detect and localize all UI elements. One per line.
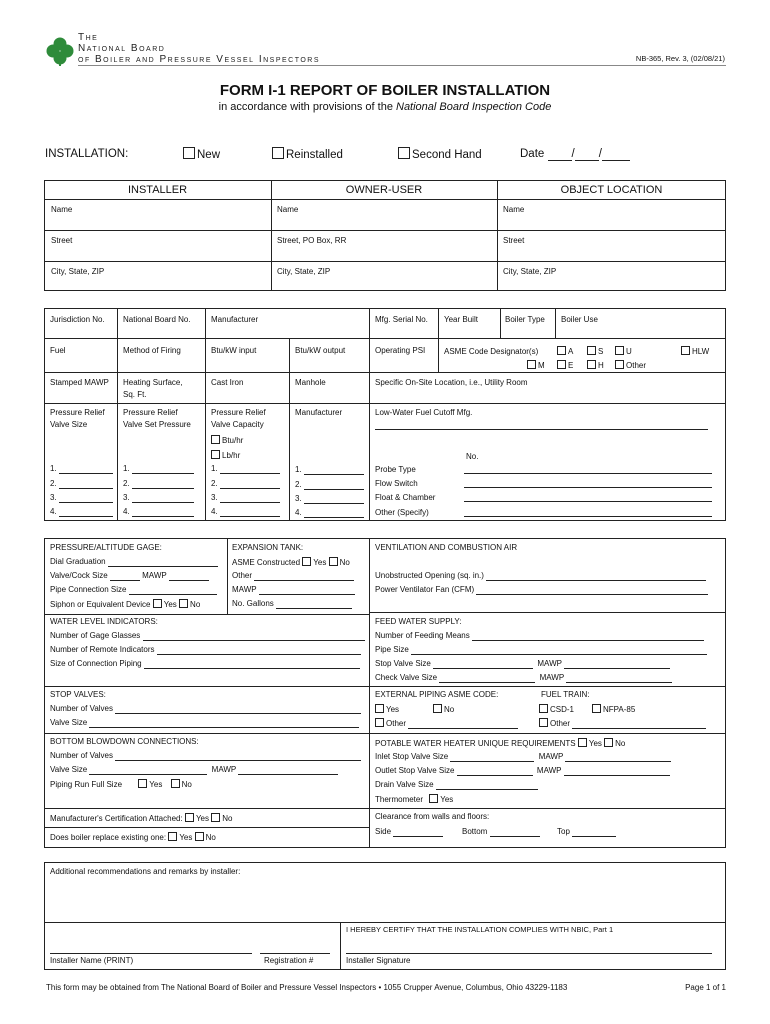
relief-set-line-3[interactable]: [123, 493, 194, 503]
year-built[interactable]: Year Built: [444, 315, 478, 324]
potable-yes-box[interactable]: [578, 738, 587, 747]
inlet-mawp: MAWP: [538, 752, 564, 761]
exp-mawp-label: MAWP: [232, 585, 257, 594]
date-slash-1: /: [571, 148, 575, 160]
asme-no-box[interactable]: [329, 557, 338, 566]
installer-header: INSTALLER: [127, 184, 188, 196]
relief-set-line-2[interactable]: [123, 479, 194, 489]
pipe-connection-size[interactable]: [50, 585, 217, 595]
fuel[interactable]: Fuel: [50, 346, 66, 355]
dial-graduation[interactable]: [50, 557, 218, 567]
bottom-label: Bottom: [462, 827, 488, 836]
gage-glasses-label: Number of Gage Glasses: [50, 631, 141, 640]
exp-other-label: Other: [232, 571, 253, 580]
water-level-heading: WATER LEVEL INDICATORS:: [50, 617, 158, 626]
installer-street[interactable]: Street: [51, 236, 73, 245]
clearance-bottom[interactable]: [462, 827, 540, 837]
num-4: 4.: [50, 507, 57, 516]
asme-no: No: [339, 558, 350, 567]
piping-no: No: [181, 780, 192, 789]
siphon-yes: Yes: [163, 600, 177, 609]
relief-size-line-1[interactable]: [50, 464, 113, 474]
lb-hr-label: Lb/hr: [222, 451, 241, 460]
clover-logo-icon: [46, 36, 74, 66]
remote-indicators[interactable]: [50, 645, 361, 655]
date-field[interactable]: [520, 147, 630, 161]
replace-yes-box[interactable]: [168, 832, 177, 841]
valve-cock-label: Valve/Cock Size: [50, 571, 108, 580]
piping-yes-box[interactable]: [138, 779, 147, 788]
potable-heading: [375, 738, 625, 749]
heating-surface-1[interactable]: Heating Surface,: [123, 378, 183, 387]
drain-label: Drain Valve Size: [375, 780, 434, 789]
fuel-train-heading: FUEL TRAIN:: [541, 690, 590, 699]
feed-stop-valve[interactable]: [375, 659, 670, 669]
thermo-label: Thermometer: [375, 795, 424, 804]
num-3: 3.: [211, 493, 218, 502]
bd-number-label: Number of Valves: [50, 751, 113, 760]
jurisdiction-no[interactable]: Jurisdiction No.: [50, 315, 105, 324]
top-label: Top: [557, 827, 570, 836]
valve-cock-size[interactable]: [50, 571, 209, 581]
relief-size-2: Valve Size: [50, 420, 88, 429]
replace-no: No: [205, 833, 216, 842]
designator-hlw[interactable]: [681, 346, 709, 357]
feed-check-mawp: MAWP: [539, 673, 565, 682]
num-3: 3.: [295, 494, 302, 503]
conn-piping-label: Size of Connection Piping: [50, 659, 142, 668]
designator-other[interactable]: [615, 360, 646, 371]
location-header: OBJECT LOCATION: [560, 184, 663, 196]
org-divider: [78, 65, 726, 66]
owner-street[interactable]: Street, PO Box, RR: [277, 236, 347, 245]
ext-piping-yes[interactable]: [375, 704, 399, 715]
piping-run-label: Piping Run Full Size: [50, 780, 123, 789]
relief-cap-2: Valve Capacity: [211, 420, 264, 429]
ext-no-label: No: [444, 705, 455, 714]
fuel-train-csd1[interactable]: [539, 704, 574, 715]
inlet-stop-valve[interactable]: [375, 752, 671, 762]
expansion-mawp[interactable]: [232, 585, 355, 595]
date-label: Date: [520, 148, 545, 160]
asme-yes: Yes: [313, 558, 327, 567]
form-number: NB-365, Rev. 3, (02/08/21): [635, 54, 725, 63]
fuel-train-nfpa[interactable]: [592, 704, 635, 715]
power-ventilator-fan[interactable]: [375, 585, 708, 595]
boiler-type[interactable]: Boiler Type: [505, 315, 545, 324]
btu-input[interactable]: Btu/kW input: [211, 346, 257, 355]
num-4: 4.: [123, 507, 130, 516]
designator-other-label: Other: [626, 361, 647, 370]
installer-name[interactable]: Name: [51, 205, 73, 214]
cert-label: Manufacturer's Certification Attached:: [50, 814, 183, 823]
lwfco-no: No.: [466, 452, 479, 461]
designator-h[interactable]: [587, 360, 604, 371]
code-designator-label: ASME Code Designator(s): [444, 347, 539, 356]
parties-table: [44, 180, 726, 291]
num-2: 2.: [50, 479, 57, 488]
designator-u[interactable]: [615, 346, 632, 357]
asme-label: ASME Constructed: [232, 558, 301, 567]
replace-label: Does boiler replace existing one:: [50, 833, 167, 842]
asme-yes-box[interactable]: [302, 557, 311, 566]
designator-u-label: U: [626, 347, 632, 356]
designator-hlw-label: HLW: [692, 347, 710, 356]
feed-stop-label: Stop Valve Size: [375, 659, 431, 668]
installer-signature[interactable]: Installer Signature: [346, 956, 411, 965]
unobstructed-opening[interactable]: [375, 571, 706, 581]
btu-hr-label: Btu/hr: [222, 436, 244, 445]
installer-city[interactable]: City, State, ZIP: [51, 267, 105, 276]
pipe-conn-label: Pipe Connection Size: [50, 585, 127, 594]
gage-mawp-label: MAWP: [142, 571, 167, 580]
piping-no-box[interactable]: [171, 779, 180, 788]
org-line3: of Boiler and Pressure Vessel Inspectors: [78, 54, 321, 65]
siphon-device: [50, 599, 200, 610]
relief-mfr-line-4[interactable]: [295, 508, 364, 518]
relief-size-line-2[interactable]: [50, 479, 113, 489]
relief-size-line-3[interactable]: [50, 493, 113, 503]
relief-cap-line-1[interactable]: [211, 464, 280, 474]
ft-other-label: Other: [550, 719, 571, 728]
blowdown-size[interactable]: [50, 765, 338, 775]
owner-header: OWNER-USER: [345, 184, 423, 196]
csd1-label: CSD-1: [550, 705, 575, 714]
designator-a-label: A: [568, 347, 574, 356]
relief-mfr-line-2[interactable]: [295, 480, 364, 490]
num-3: 3.: [123, 493, 130, 502]
relief-set-1: Pressure Relief: [123, 408, 178, 417]
form-title: FORM I-1 REPORT OF BOILER INSTALLATION: [219, 82, 551, 99]
ext-piping-no[interactable]: [433, 704, 454, 715]
specific-location[interactable]: Specific On-Site Location, i.e., Utility Room: [375, 378, 528, 387]
designator-h-label: H: [598, 361, 604, 370]
blowdown-number[interactable]: [50, 751, 361, 761]
num-4: 4.: [211, 507, 218, 516]
num-1: 1.: [50, 464, 57, 473]
lb-hr-checkbox[interactable]: [211, 450, 240, 461]
piping-run-full-size: [50, 779, 192, 790]
new-label: New: [197, 149, 221, 161]
means-label: Number of Feeding Means: [375, 631, 470, 640]
nfpa-label: NFPA-85: [603, 705, 636, 714]
footer-text: This form may be obtained from The National Board of Boiler and Pressure Vessel Inspectors • 1055 Crupper Avenue, Columbus, Ohio 43229-1183: [46, 983, 568, 992]
method-of-firing[interactable]: Method of Firing: [123, 346, 181, 355]
relief-mfr-line-3[interactable]: [295, 494, 364, 504]
logo: [46, 36, 74, 66]
remote-label: Number of Remote Indicators: [50, 645, 155, 654]
feed-pipe-label: Pipe Size: [375, 645, 409, 654]
relief-set-line-1[interactable]: [123, 464, 194, 474]
side-label: Side: [375, 827, 392, 836]
mfr-cert-attached: [50, 813, 232, 824]
installer-name-print[interactable]: Installer Name (PRINT): [50, 956, 134, 965]
blowdown-heading: BOTTOM BLOWDOWN CONNECTIONS:: [50, 737, 199, 746]
feed-heading: FEED WATER SUPPLY:: [375, 617, 462, 626]
ext-yes-label: Yes: [386, 705, 400, 714]
second-hand-checkbox[interactable]: [398, 147, 482, 162]
relief-cap-line-4[interactable]: [211, 507, 280, 517]
relief-cap-1: Pressure Relief: [211, 408, 266, 417]
relief-set-line-4[interactable]: [123, 507, 194, 517]
dial-label: Dial Graduation: [50, 557, 106, 566]
new-checkbox[interactable]: [183, 147, 220, 162]
installation-label: INSTALLATION:: [45, 148, 129, 160]
connection-piping[interactable]: [50, 659, 360, 669]
registration-number[interactable]: Registration #: [264, 956, 314, 965]
num-3: 3.: [50, 493, 57, 502]
siphon-label: Siphon or Equivalent Device: [50, 600, 151, 609]
sv-size-label: Valve Size: [50, 718, 88, 727]
gage-heading: PRESSURE/ALTITUDE GAGE:: [50, 543, 162, 552]
org-line2: National Board: [78, 43, 166, 54]
location-street[interactable]: Street: [503, 236, 525, 245]
operating-psi[interactable]: Operating PSI: [375, 346, 426, 355]
piping-yes: Yes: [149, 780, 163, 789]
outlet-label: Outlet Stop Valve Size: [375, 766, 455, 775]
ext-piping-other[interactable]: [375, 718, 518, 729]
expansion-heading: EXPANSION TANK:: [232, 543, 304, 552]
boiler-use[interactable]: Boiler Use: [561, 315, 598, 324]
designator-s[interactable]: [587, 346, 603, 357]
potable-head-label: POTABLE WATER HEATER UNIQUE REQUIREMENTS: [375, 739, 576, 748]
feeding-means[interactable]: [375, 631, 704, 641]
relief-mfr-line-1[interactable]: [295, 465, 364, 475]
expansion-other[interactable]: [232, 571, 354, 581]
reinstalled-checkbox[interactable]: [272, 147, 343, 162]
outlet-mawp: MAWP: [536, 766, 562, 775]
feed-check-label: Check Valve Size: [375, 673, 438, 682]
lwfco-mfg: Low-Water Fuel Cutoff Mfg.: [375, 408, 473, 417]
designator-s-label: S: [598, 347, 604, 356]
siphon-no: No: [190, 600, 201, 609]
designator-e-label: E: [568, 361, 574, 370]
relief-cap-line-2[interactable]: [211, 479, 280, 489]
exp-gallons-label: No. Gallons: [232, 599, 274, 608]
manufacturer[interactable]: Manufacturer: [211, 315, 259, 324]
ext-piping-heading: EXTERNAL PIPING ASME CODE:: [375, 690, 499, 699]
potable-no: No: [615, 739, 626, 748]
national-board-no[interactable]: National Board No.: [123, 315, 191, 324]
thermometer[interactable]: [375, 794, 453, 805]
cert-yes: Yes: [195, 814, 209, 823]
org-line1: The: [78, 32, 99, 43]
fuel-train-other[interactable]: [539, 718, 706, 729]
stop-valves-number[interactable]: [50, 704, 361, 714]
cast-iron[interactable]: Cast Iron: [211, 378, 244, 387]
feed-pipe-size[interactable]: [375, 645, 707, 655]
replace-no-box[interactable]: [195, 832, 204, 841]
num-1: 1.: [295, 465, 302, 474]
location-city[interactable]: City, State, ZIP: [503, 267, 557, 276]
reinstalled-label: Reinstalled: [286, 149, 343, 161]
bd-mawp-label: MAWP: [211, 765, 237, 774]
gage-glasses[interactable]: [50, 631, 365, 641]
thermo-yes: Yes: [440, 795, 454, 804]
mfg-serial-no[interactable]: Mfg. Serial No.: [375, 315, 428, 324]
feed-stop-mawp: MAWP: [537, 659, 562, 668]
owner-name[interactable]: Name: [277, 205, 299, 214]
potable-yes: Yes: [588, 739, 602, 748]
relief-cap-line-3[interactable]: [211, 493, 280, 503]
form-subtitle: [0, 101, 770, 114]
heating-surface-2: Sq. Ft.: [123, 390, 147, 399]
replace-yes: Yes: [179, 833, 193, 842]
designator-a[interactable]: [557, 346, 573, 357]
flow-switch[interactable]: Flow Switch: [375, 479, 418, 488]
siphon-no-box[interactable]: [179, 599, 188, 608]
clearance-top[interactable]: [557, 827, 616, 837]
btu-output[interactable]: Btu/kW output: [295, 346, 346, 355]
cert-no-box[interactable]: [211, 813, 220, 822]
ventilation-heading: VENTILATION AND COMBUSTION AIR: [375, 543, 518, 552]
num-2: 2.: [295, 480, 302, 489]
relief-size-line-4[interactable]: [50, 507, 113, 517]
outlet-stop-valve[interactable]: [375, 766, 670, 776]
designator-e[interactable]: [557, 360, 573, 371]
num-1: 1.: [123, 464, 130, 473]
subtitle-plain: in accordance with provisions of the: [218, 101, 396, 113]
stamped-mawp[interactable]: Stamped MAWP: [50, 378, 109, 387]
num-2: 2.: [123, 479, 130, 488]
probe-type[interactable]: Probe Type: [375, 465, 416, 474]
owner-city[interactable]: City, State, ZIP: [277, 267, 331, 276]
stop-valves-heading: STOP VALVES:: [50, 690, 106, 699]
other-specify[interactable]: Other (Specify): [375, 508, 429, 517]
feed-check-valve[interactable]: [375, 673, 672, 683]
manhole[interactable]: Manhole: [295, 378, 326, 387]
ext-other-label: Other: [386, 719, 407, 728]
relief-size-1: Pressure Relief: [50, 408, 105, 417]
num-2: 2.: [211, 479, 218, 488]
second-hand-label: Second Hand: [412, 149, 482, 161]
num-4: 4.: [295, 508, 302, 517]
remarks-label[interactable]: Additional recommendations and remarks by installer:: [50, 867, 241, 876]
num-1: 1.: [211, 464, 218, 473]
potable-no-box[interactable]: [604, 738, 613, 747]
stop-valves-size[interactable]: [50, 718, 359, 728]
designator-m-label: M: [538, 361, 545, 370]
subtitle-italic: National Board Inspection Code: [396, 101, 552, 113]
btu-hr-checkbox[interactable]: [211, 435, 243, 446]
replace-existing: [50, 832, 216, 843]
asme-constructed: [232, 557, 350, 568]
date-slash-2: /: [598, 148, 602, 160]
certify-statement: I HEREBY CERTIFY THAT THE INSTALLATION COMPLIES WITH NBIC, Part 1: [346, 925, 614, 934]
opening-label: Unobstructed Opening (sq. in.): [375, 571, 484, 580]
relief-set-2: Valve Set Pressure: [123, 420, 191, 429]
siphon-yes-box[interactable]: [153, 599, 162, 608]
location-name[interactable]: Name: [503, 205, 525, 214]
clearance-side[interactable]: [375, 827, 443, 837]
bd-size-label: Valve Size: [50, 765, 88, 774]
page-number: Page 1 of 1: [685, 983, 726, 992]
drain-valve[interactable]: [375, 780, 538, 790]
expansion-gallons[interactable]: [232, 599, 352, 609]
cert-no: No: [222, 814, 233, 823]
cert-yes-box[interactable]: [185, 813, 194, 822]
designator-m[interactable]: [527, 360, 545, 371]
float-chamber[interactable]: Float & Chamber: [375, 493, 436, 502]
fan-label: Power Ventilator Fan (CFM): [375, 585, 475, 594]
relief-manufacturer: Manufacturer: [295, 408, 343, 417]
clearance-heading: Clearance from walls and floors:: [375, 812, 490, 821]
inlet-label: Inlet Stop Valve Size: [375, 752, 449, 761]
sv-number-label: Number of Valves: [50, 704, 113, 713]
